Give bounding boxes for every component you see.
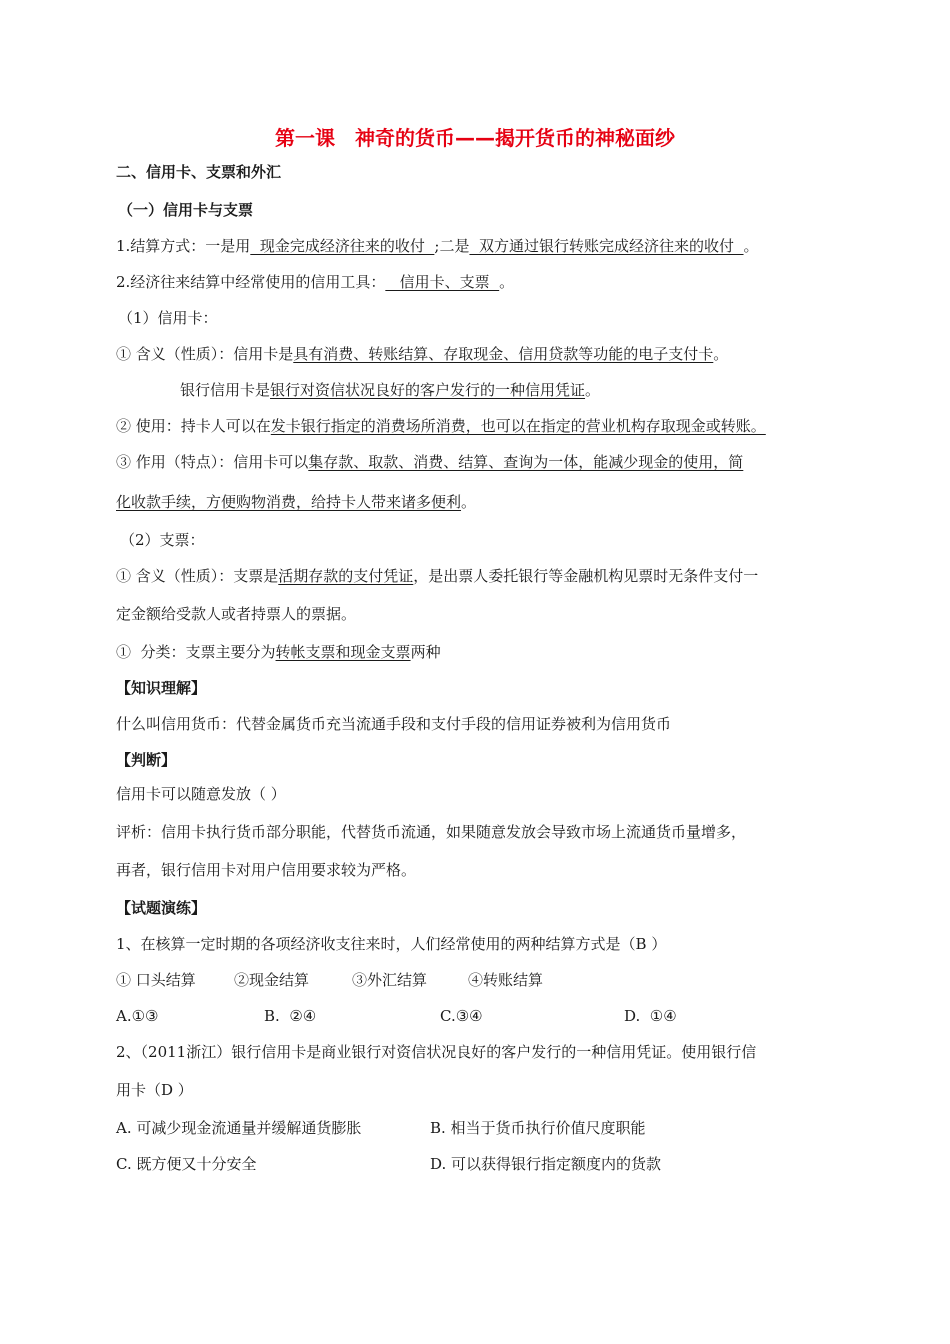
exercise-heading: 【试题演练】 [116,899,207,917]
settlement-end: 。 [743,237,759,255]
settlement-way2: 双方通过银行转账完成经济往来的收付 [469,237,744,255]
use-prefix: ② 使用：持卡人可以在 [116,417,271,435]
credit-card-meaning [116,344,728,364]
q2-option-a: A. 可减少现金流通量并缓解通货膨胀 [116,1119,362,1137]
bank-underlined: 银行对资信状况良好的客户发行的一种信用凭证 [270,381,586,399]
meaning-end: 。 [713,345,729,363]
effect-prefix: ③ 作用（特点）：信用卡可以 [116,453,309,471]
q1-option-b: B. ②④ [264,1007,317,1025]
tools-prefix: 2.经济往来结算中经常使用的信用工具： [116,273,386,291]
effect-underlined-1: 集存款、取款、消费、结算、查询为一体，能减少现金的使用，简 [308,453,744,471]
types-end: 两种 [410,643,441,661]
q2-option-c: C. 既方便又十分安全 [116,1155,257,1173]
question-2-line2: 用卡（D ） [116,1081,193,1099]
question-2-line1: 2、（2011浙江）银行信用卡是商业银行对资信状况良好的客户发行的一种信用凭证。使用银行信 [116,1043,757,1061]
types-prefix: ① 分类：支票主要分为 [116,643,276,661]
credit-card-effect-line1 [116,452,743,472]
page-title: 第一课 神奇的货币——揭开货币的神秘面纱 [275,126,675,150]
credit-card-use [116,416,766,436]
cheque-types [116,642,441,662]
use-underlined: 发卡银行指定的消费场所消费，也可以在指定的营业机构存取现金或转账。 [270,417,766,435]
tools-value: 信用卡、支票 [385,273,500,291]
cheque-heading: （2）支票： [120,531,205,549]
judge-question: 信用卡可以随意发放（ ） [116,785,286,803]
cheque-meaning-line2: 定金额给受款人或者持票人的票据。 [116,605,357,623]
types-underlined: 转帐支票和现金支票 [275,643,411,661]
tools-line [116,272,514,292]
q1-option-d: D. ①④ [624,1007,677,1025]
q1-item-1: ① 口头结算 [116,971,196,989]
q2-option-b: B. 相当于货币执行价值尺度职能 [430,1119,646,1137]
settlement-way1: 现金完成经济往来的收付 [250,237,435,255]
settlement-line [116,236,759,256]
q1-item-2: ②现金结算 [234,971,310,989]
meaning-underlined: 具有消费、转账结算、存取现金、信用贷款等功能的电子支付卡 [293,345,714,363]
effect-underlined-2: 化收款手续，方便购物消费，给持卡人带来诸多便利 [116,493,462,511]
bank-prefix: 银行信用卡是 [180,381,271,399]
settlement-mid: ;二是 [434,237,470,255]
q1-item-3: ③外汇结算 [352,971,428,989]
tools-end: 。 [499,273,515,291]
knowledge-text: 什么叫信用货币：代替金属货币充当流通手段和支付手段的信用证券被利为信用货币 [116,715,672,733]
cheque-meaning-line1 [116,566,758,586]
credit-card-effect-line2 [116,492,476,512]
cheque-meaning-prefix: ① 含义（性质）：支票是 [116,567,279,585]
knowledge-heading: 【知识理解】 [116,679,207,697]
section-heading: 二、信用卡、支票和外汇 [116,163,282,181]
meaning-prefix: ① 含义（性质）：信用卡是 [116,345,294,363]
question-1: 1、在核算一定时期的各项经济收支往来时，人们经常使用的两种结算方式是（B ） [116,935,667,953]
q1-option-c: C.③④ [440,1007,483,1025]
settlement-prefix: 1.结算方式：一是用 [116,237,251,255]
bank-card-definition [180,380,600,400]
judge-analysis-line2: 再者，银行信用卡对用户信用要求较为严格。 [116,861,417,879]
q2-option-d: D. 可以获得银行指定额度内的货款 [430,1155,662,1173]
credit-card-heading: （1）信用卡： [118,309,218,327]
q1-option-a: A.①③ [116,1007,159,1025]
cheque-meaning-rest1: ，是出票人委托银行等金融机构见票时无条件支付一 [413,567,759,585]
bank-end: 。 [585,381,601,399]
q1-item-4: ④转账结算 [468,971,544,989]
judge-analysis-line1: 评析：信用卡执行货币部分职能，代替货币流通，如果随意发放会导致市场上流通货币量增多， [116,823,747,841]
effect-end: 。 [461,493,477,511]
cheque-meaning-underlined: 活期存款的支付凭证 [278,567,414,585]
sub-heading: （一）信用卡与支票 [118,201,254,219]
judge-heading: 【判断】 [116,751,177,769]
